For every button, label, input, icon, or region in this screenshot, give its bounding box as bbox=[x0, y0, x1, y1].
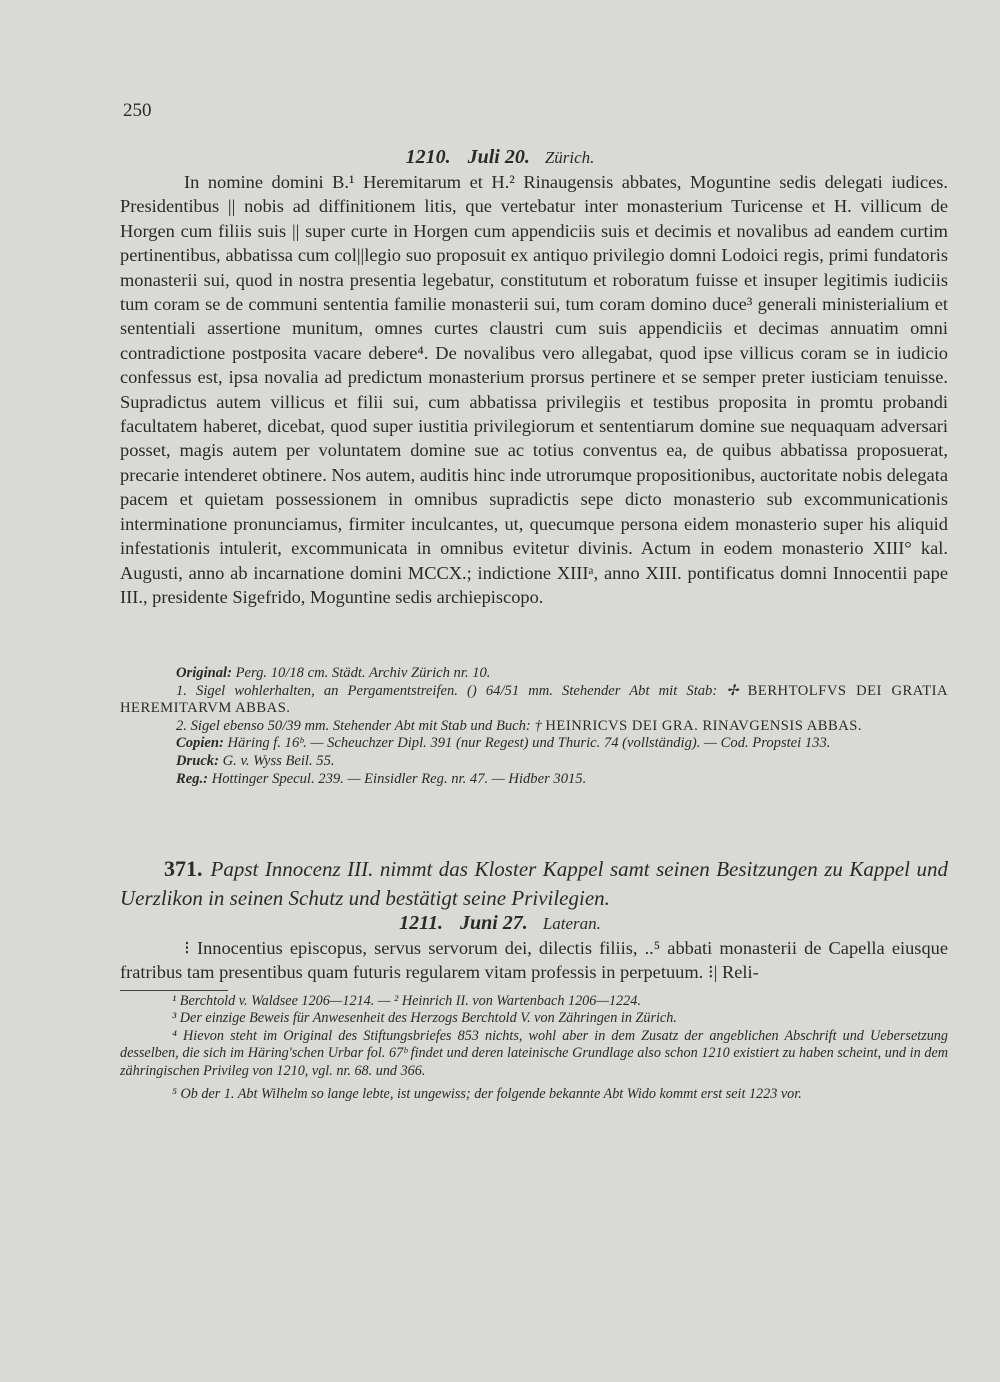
charter-paragraph: In nomine domini B.¹ Heremitarum et H.² Rinaugensis abbates, Moguntine sedis delegati iudices. Presidentibus || nobis ad diffinitionem litis, que vertebatur inter monasterium Turicense et H. villicum de Horgen cum filiis suis || super curte in Horgen cum appendiciis suis et decimis et novalibus ad eandem curtim pertinentibus, abbatissa cum col||legio suo proposuit ex antiquo privilegio domni Lodoici regis, primi fundatoris monasterii sui, quod in nostra presentia legebatur, constitutum et roboratum fuisse et insuper legitimis iudiciis tum coram se de communi sententia familie monasterii sui, tum coram domino duce³ generali ministerialium et sententiali assertione munitum, omnes curtes claustri cum suis appendiciis et decimas annuatim omni contradictione postposita vacare debere⁴. De novalibus vero allegabat, quod ipse villicus coram se in iudicio confessus est, ipsa novalia ad predictum monasterium prorsus pertinere et se semper preter iusticiam tenuisse. Supradictus autem villicus et filii sui, cum abbatissa privilegiis et testibus proposita in promtu probandi facultatem haberet, dicebat, quod super iustitia privilegiorum et sententiarum domine sue nequaquam adversari posset, magis autem per voluntatem domine sue ac totius conventus ea, de quibus abbatissa proposuerat, precarie intenderet obtinere. Nos autem, auditis hinc inde utrorumque propositionibus, auctoritate nobis delegata pacem et quietam possessionem in omnibus supradictis sepe dicto monasterio sub excommunicationis interminatione pronunciamus, firmiter inculcantes, ut, quecumque persona eidem monasterio super his aliquid infestationis intulerit, excommunicata in omnibus evitetur divinis. Actum in eodem monasterio XIII° kal. Augusti, anno ab incarnatione domini MCCX.; indictione XIIIᵃ, anno XIII. pontificatus domni Innocentii pape III., presidente Sigefrido, Moguntine sedis archiepiscopo. bbox=[120, 172, 948, 607]
document-summary: Papst Innocenz III. nimmt das Kloster Kappel samt seinen Besitzungen zu Kappel und Uerzlikon in seinen Schutz und bestätigt seine Privilegien. bbox=[120, 857, 948, 910]
seal-1-description: 1. Sigel wohlerhalten, an Pergamentstreifen. () 64/51 mm. Stehender Abt mit Stab: ✢ bbox=[176, 682, 739, 699]
seal-1-legend: BERHTOLFVS DEI GRATIA HEREMITARVM ABBAS. bbox=[120, 682, 949, 717]
apparatus-copien-text: Häring f. 16ᵇ. — Scheuchzer Dipl. 391 (nur Regest) und Thuric. 74 (vollständig). — Cod. Propstei 133. bbox=[227, 735, 831, 752]
seal-2-legend: HEINRICVS DEI GRA. RINAVGENSIS ABBAS. bbox=[545, 717, 863, 734]
dateline-place: Zürich. bbox=[544, 148, 595, 167]
footnote: ⁵ Ob der 1. Abt Wilhelm so lange lebte, ist ungewiss; der folgende bekannte Abt Wido kommt erst seit 1223 vor. bbox=[172, 1086, 802, 1103]
footnote: ¹ Berchtold v. Waldsee 1206—1214. — ² Heinrich II. von Wartenbach 1206—1224. bbox=[172, 993, 641, 1009]
apparatus-druck bbox=[120, 753, 948, 771]
apparatus-original-text: Perg. 10/18 cm. Städt. Archiv Zürich nr. 10. bbox=[235, 665, 491, 681]
apparatus-copien bbox=[120, 735, 948, 753]
apparatus-seal-1 bbox=[120, 683, 948, 718]
apparatus-seal-2 bbox=[120, 718, 948, 736]
apparatus-original bbox=[120, 665, 948, 683]
document-dateline bbox=[0, 146, 1000, 169]
seal-2-description: 2. Sigel ebenso 50/39 mm. Stehender Abt mit Stab und Buch: † bbox=[176, 717, 542, 734]
dateline-date: Juli 20. bbox=[467, 146, 530, 168]
apparatus-druck-text: G. v. Wyss Beil. 55. bbox=[222, 752, 335, 769]
dateline-2-year: 1211. bbox=[399, 912, 443, 934]
apparatus-copien-head: Copien: bbox=[176, 735, 224, 752]
apparatus-original-head: Original: bbox=[176, 665, 232, 681]
document-heading bbox=[120, 854, 948, 913]
footnote: ⁴ Hievon steht im Original des Stiftungsbriefes 853 nichts, wohl aber in dem Zusatz der angeblichen Abschrift und Uebersetzung desselben, die sich im Häring'schen Urbar fol. 67ᵇ findet und deren lateinische Grundlage also schon 1210 existiert zu haben scheint, und in dem zähringischen Privileg von 1210, vgl. nr. 68. und 366. bbox=[120, 1027, 948, 1079]
document-2-dateline bbox=[0, 912, 1000, 935]
page-number: 250 bbox=[123, 100, 152, 121]
dateline-2-date: Juni 27. bbox=[460, 912, 528, 934]
apparatus bbox=[120, 665, 948, 788]
apparatus-druck-head: Druck: bbox=[176, 752, 219, 769]
apparatus-reg-text: Hottinger Specul. 239. — Einsidler Reg. nr. 47. — Hidber 3015. bbox=[211, 770, 587, 787]
bull-paragraph: ⁝ Innocentius episcopus, servus servorum dei, dilectis filiis, ..⁵ abbati monasterii de Capella eiusque fratribus tam presentibus quam futuris regularem vitam professis in perpetuum. ⁝| Reli- bbox=[120, 938, 948, 983]
footnote-rule bbox=[120, 990, 228, 991]
document-number: 371. bbox=[164, 856, 203, 881]
footnotes bbox=[120, 993, 948, 1103]
charter-text bbox=[120, 170, 948, 609]
dateline-2-place: Lateran. bbox=[542, 914, 601, 933]
apparatus-reg bbox=[120, 771, 948, 789]
dateline-year: 1210. bbox=[405, 146, 451, 168]
footnote: ³ Der einzige Beweis für Anwesenheit des Herzogs Berchtold V. von Zähringen in Zürich. bbox=[172, 1010, 677, 1027]
apparatus-reg-head: Reg.: bbox=[176, 770, 209, 787]
bull-text bbox=[120, 936, 948, 985]
